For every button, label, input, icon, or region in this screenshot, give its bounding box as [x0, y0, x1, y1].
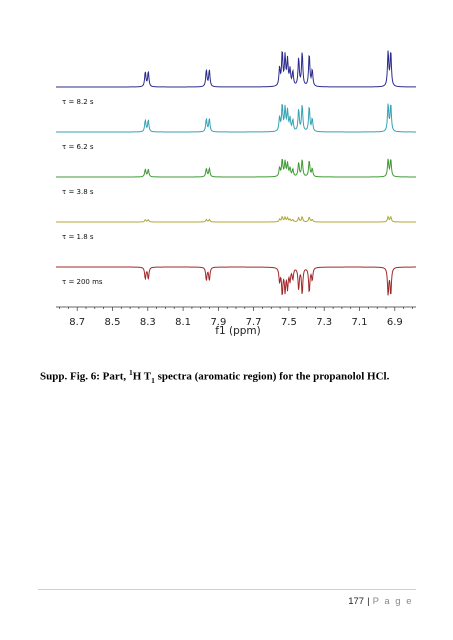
trace-labels [62, 98, 103, 286]
x-tick-label: 8.7 [69, 317, 86, 328]
trace-label-5: τ = 200 ms [62, 278, 103, 286]
footer-divider [38, 589, 416, 590]
spectrum-trace-3 [56, 159, 416, 177]
trace-label-4: τ = 1.8 s [62, 233, 94, 241]
page-number: 177 [348, 596, 365, 607]
spectrum-trace-5 [56, 267, 416, 295]
trace-label-1: τ = 8.2 s [62, 98, 94, 106]
spectrum-trace-2 [56, 104, 416, 132]
x-tick-label: 7.9 [210, 317, 227, 328]
page-word: P a g e [372, 596, 413, 607]
x-tick-label: 7.1 [351, 317, 368, 328]
x-tick-label: 7.3 [316, 317, 333, 328]
x-tick-label: 7.7 [245, 317, 262, 328]
caption-subscript: 1 [151, 375, 155, 385]
spectrum-trace-1 [56, 51, 416, 87]
x-axis-label: f1 (ppm) [215, 325, 261, 337]
caption-suffix: spectra (aromatic region) for the propanolol HCl. [154, 370, 390, 383]
caption-mid: H T [132, 370, 152, 383]
x-tick-label: 6.9 [386, 317, 403, 328]
footer-separator: | [367, 596, 370, 607]
x-tick-label: 8.3 [139, 317, 156, 328]
trace-label-2: τ = 6.2 s [62, 143, 94, 151]
spectra-traces [56, 51, 416, 296]
x-tick-label: 8.1 [175, 317, 192, 328]
figure-caption [40, 368, 440, 385]
caption-superscript: 1 [128, 368, 133, 377]
page-footer [348, 596, 413, 607]
trace-label-3: τ = 3.8 s [62, 188, 94, 196]
x-tick-label: 8.5 [104, 317, 121, 328]
caption-prefix: Supp. Fig. 6: Part, [40, 370, 129, 383]
spectrum-trace-4 [56, 217, 416, 222]
x-tick-label: 7.5 [280, 317, 297, 328]
